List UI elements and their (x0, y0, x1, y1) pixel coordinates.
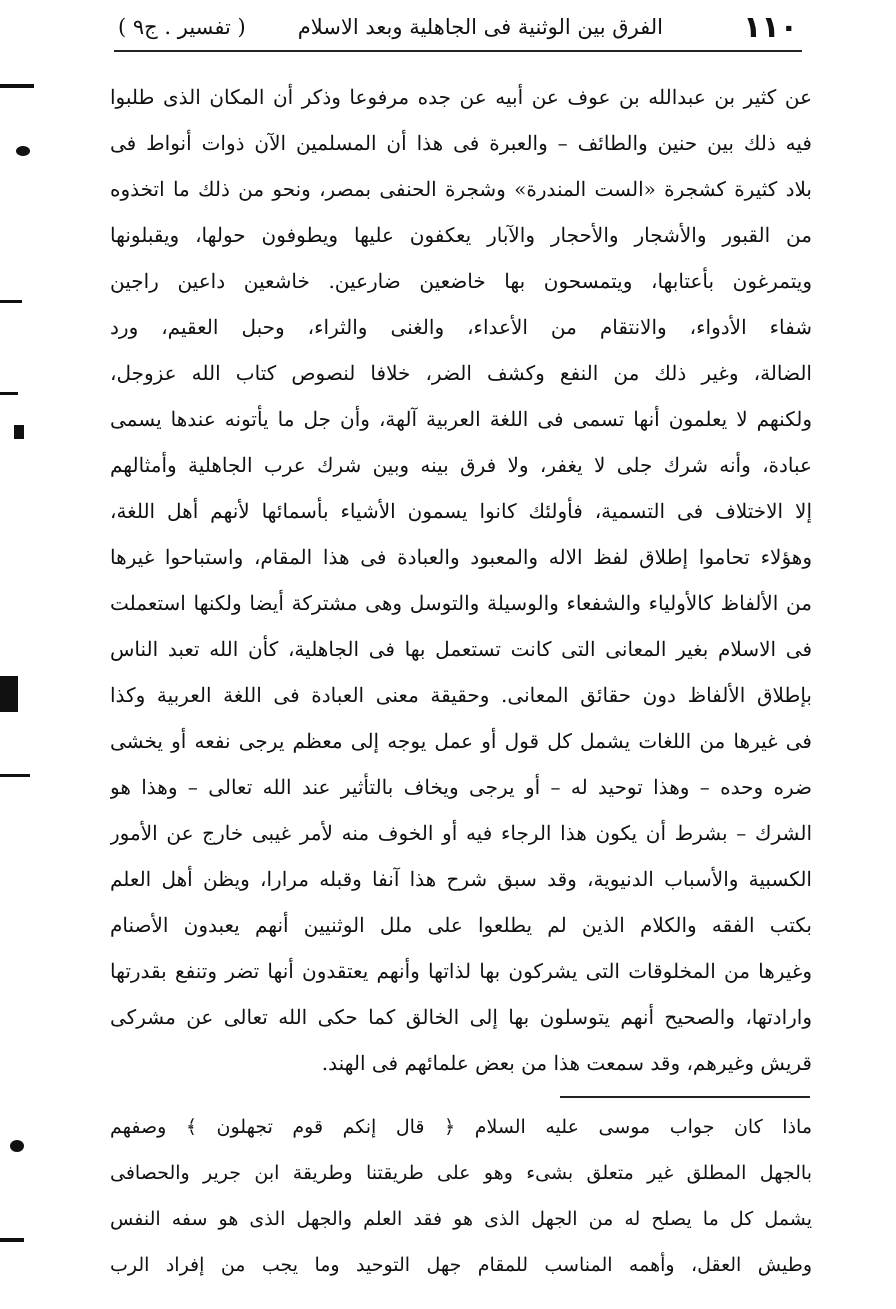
text-line: قريش وغيرهم، وقد سمعت هذا من بعض علمائهم فى الهند. (321, 1051, 812, 1075)
volume-label: ( تفسير . ج٩ ) (118, 15, 246, 39)
text-line: بلاد كثيرة كشجرة «الست المندرة» وشجرة الحنفى بمصر، ونحو من ذلك ما اتخذوه (110, 177, 812, 201)
running-title: الفرق بين الوثنية فى الجاهلية وبعد الاسلام (297, 15, 664, 39)
footnote-rule (560, 1096, 810, 1098)
text-line: بإطلاق الألفاظ دون حقائق المعانى. وحقيقة معنى العبادة فى اللغة العربية وكذا (110, 683, 812, 707)
text-line: شفاء الأدواء، والانتقام من الأعداء، والغنى والثراء، وحبل العقيم، ورد (110, 315, 812, 339)
running-header (118, 6, 798, 48)
text-line: ويتمرغون بأعتابها، ويتمسحون بها خاضعين ضارعين. خاشعين داعين راجين (110, 269, 812, 293)
text-line: عن كثير بن عبدالله بن عوف عن أبيه عن جده مرفوعا وذكر أن المكان الذى طلبوا (110, 85, 812, 109)
scan-edge-mark (0, 84, 34, 88)
text-line: إلا الاختلاف فى التسمية، فأولئك كانوا يسمون الأشياء بأسمائها لأنهم أهل اللغة، (110, 499, 812, 523)
text-line: بكتب الفقه والكلام الذين لم يطلعوا على ملل الوثنيين أنهم يعبدون الأصنام (110, 913, 812, 937)
text-line: ولكنهم لا يعلمون أنها تسمى فى اللغة العربية آلهة، وأن جل ما يأتونه عندها يسمى (110, 407, 812, 431)
text-line: فيه ذلك بين حنين والطائف – والعبرة فى هذا أن المسلمين الآن ذوات أنواط فى (110, 131, 812, 155)
scan-edge-mark (10, 1140, 24, 1152)
footnote-line: ماذا كان جواب موسى عليه السلام ﴿ قال إنكم قوم تجهلون ﴾ وصفهم (110, 1116, 812, 1138)
text-line: من الألفاظ كالأولياء والشفعاء والوسيلة والتوسل وهى مشتركة أيضا ولكنها استعملت (110, 591, 812, 615)
text-line: الكسبية والأسباب الدنيوية، وقد سبق شرح هذا آنفا وقبله مرارا، ويظن أهل العلم (110, 867, 812, 891)
main-text (110, 74, 812, 1086)
scan-edge-mark (0, 1238, 24, 1242)
scan-edge-mark (14, 425, 24, 439)
footnote-line: بالجهل المطلق غير متعلق بشىء وهو على طريقتنا وطريقة ابن جرير والحصافى (110, 1162, 812, 1184)
scan-edge-mark (0, 774, 30, 777)
text-line: ضره وحده – وهذا توحيد له – أو يرجى ويخاف بالتأثير عند الله تعالى – وهذا هو (110, 775, 812, 799)
text-line: فى الاسلام بغير المعانى التى كانت تستعمل بها فى الجاهلية، كأن الله تعبد الناس (110, 637, 812, 661)
text-line: وغيرها من المخلوقات التى يشركون بها لذاتها وأنهم يعتقدون أنها تضر وتنفع بقدرتها (110, 959, 812, 983)
header-rule (114, 50, 802, 52)
scan-edge-mark (0, 392, 18, 395)
scan-edge-mark (0, 300, 22, 303)
page-number: ١١٠ (743, 9, 798, 45)
footnote-line: وطيش العقل، وأهمه المناسب للمقام جهل التوحيد وما يجب من إفراد الرب (110, 1254, 812, 1276)
scan-edge-mark (16, 146, 30, 156)
text-line: وارادتها، والصحيح أنهم يتوسلون بها إلى الخالق كما حكى الله تعالى عن مشركى (110, 1005, 812, 1029)
scan-edge-mark (0, 676, 18, 712)
footnote-text (110, 1104, 812, 1288)
text-line: من القبور والأشجار والأحجار والآبار يعكفون عليها ويطوفون حولها، ويقبلونها (110, 223, 812, 247)
text-line: الضالة، وغير ذلك من النفع وكشف الضر، خلافا لنصوص كتاب الله عزوجل، (110, 361, 812, 385)
footnote-line: يشمل كل ما يصلح له من الجهل الذى هو فقد العلم والجهل الذى هو سفه النفس (110, 1208, 812, 1230)
text-line: الشرك – بشرط أن يكون هذا الرجاء فيه أو الخوف منه لأمر غيبى خارج عن الأمور (110, 821, 812, 845)
text-line: وهؤلاء تحاموا إطلاق لفظ الاله والمعبود والعبادة فى هذا المقام، واستباحوا غيرها (110, 545, 812, 569)
text-line: فى غيرها من اللغات يشمل كل قول أو عمل يوجه إلى معظم يرجى نفعه أو يخشى (110, 729, 812, 753)
text-line: عبادة، وأنه شرك جلى لا يغفر، ولا فرق بينه وبين شرك عرب الجاهلية وأمثالهم (110, 453, 812, 477)
